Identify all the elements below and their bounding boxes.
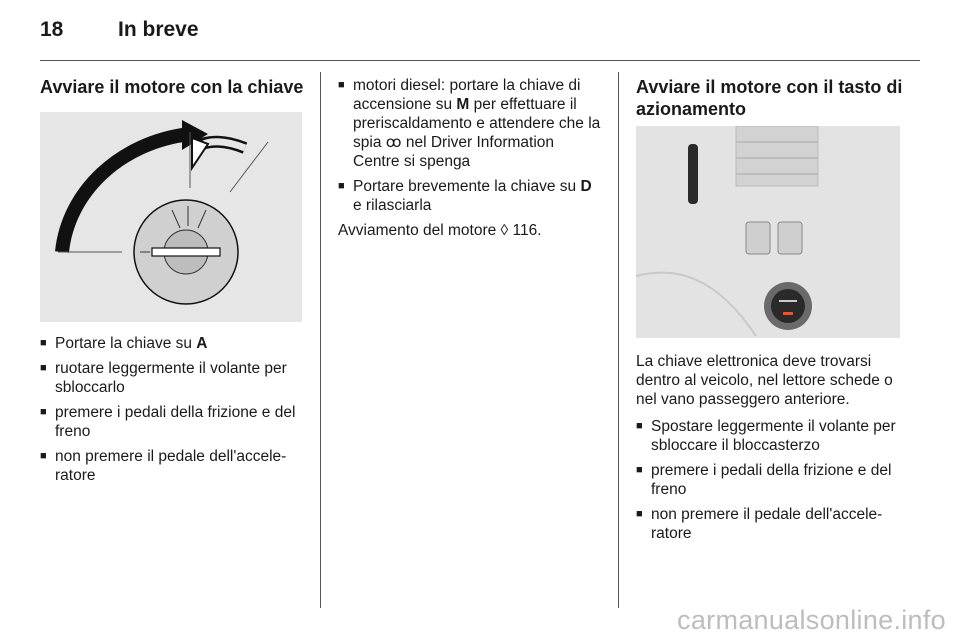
key-position-a: A bbox=[196, 335, 208, 352]
column-key-continued bbox=[338, 72, 604, 240]
start-button-photo bbox=[636, 126, 900, 338]
key-position-d: D bbox=[580, 178, 592, 195]
list-item: ■ premere i pedali della frizione e del freno bbox=[636, 461, 906, 499]
page-header bbox=[40, 18, 920, 62]
list-item: ■ ruotare leggermente il volante per sbloccarlo bbox=[40, 359, 306, 397]
step-text: Portare brevemente la chiave su bbox=[353, 178, 581, 195]
list-item: ■ Spostare leggermente il volante per sbloccare il bloccasterzo bbox=[636, 417, 906, 455]
reference-text: Avviamento del motore bbox=[338, 222, 501, 239]
page-title: In breve bbox=[118, 18, 199, 41]
step-text: per effettuare il preriscaldamento e attendere che la spia bbox=[353, 96, 601, 151]
column-button-start bbox=[636, 72, 906, 549]
column-divider-2 bbox=[618, 72, 619, 608]
reference-page: 116. bbox=[508, 222, 542, 239]
preheat-warning-icon: ꝏ bbox=[385, 134, 402, 151]
header-divider bbox=[40, 60, 920, 61]
list-item: ■ premere i pedali della frizione e del freno bbox=[40, 403, 306, 441]
step-text: nel Driver Information Centre si spenga bbox=[353, 134, 555, 170]
electronic-key-note: La chiave elettronica deve trovarsi dentro al veicolo, nel lettore schede o nel vano passeggero anteriore. bbox=[636, 353, 893, 408]
column-divider-1 bbox=[320, 72, 321, 608]
list-item bbox=[40, 334, 306, 353]
page-number: 18 bbox=[40, 18, 64, 41]
key-start-steps-continued bbox=[338, 76, 604, 215]
list-item bbox=[338, 177, 604, 215]
column-key-start bbox=[40, 72, 306, 491]
button-start-steps bbox=[636, 417, 906, 543]
list-item: ■ non premere il pedale dell'accele-ratore bbox=[40, 447, 306, 485]
ignition-key-illustration bbox=[40, 112, 302, 322]
list-item bbox=[338, 76, 604, 171]
section-heading-button-start: Avviare il motore con il tasto di azionamento bbox=[636, 77, 903, 119]
page-reference-icon: ◊ bbox=[500, 222, 509, 239]
section-heading-key-start: Avviare il motore con la chiave bbox=[40, 77, 304, 97]
step-text: e rilasciarla bbox=[353, 197, 432, 214]
key-start-steps bbox=[40, 334, 306, 485]
step-text: motori diesel: portare la chiave di accensione su bbox=[353, 77, 581, 113]
cross-reference-link[interactable] bbox=[338, 221, 604, 240]
watermark: carmanualsonline.info bbox=[677, 605, 946, 635]
step-text: Portare la chiave su bbox=[55, 335, 197, 352]
list-item: ■ non premere il pedale dell'accele-ratore bbox=[636, 505, 906, 543]
key-position-m: M bbox=[456, 96, 470, 113]
